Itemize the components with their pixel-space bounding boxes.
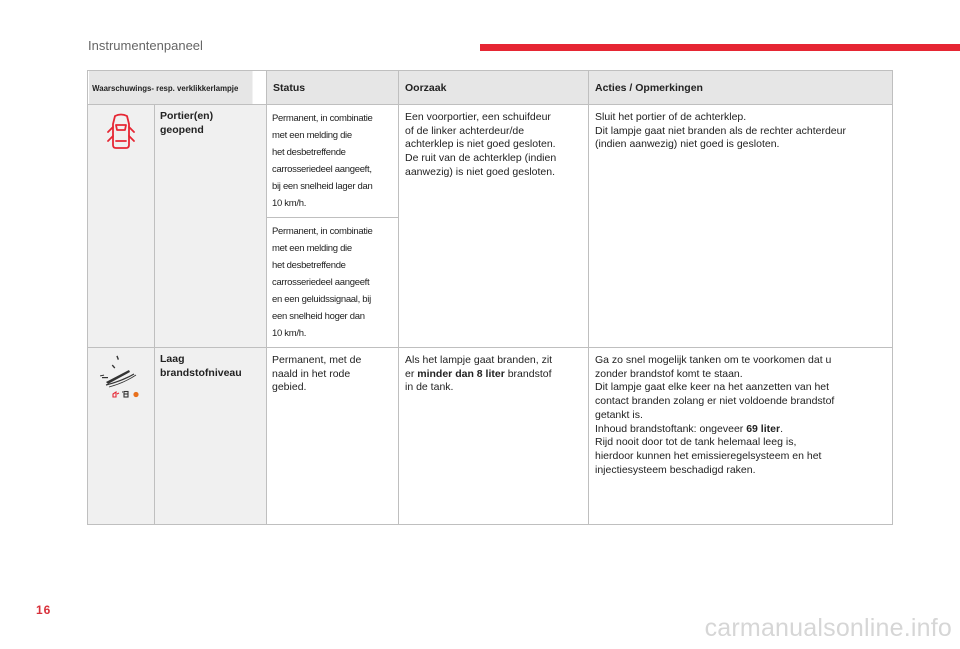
action-text: hierdoor kunnen het emissieregelsysteem en het [595, 449, 822, 462]
status-text: 10 km/h. [272, 328, 307, 339]
car-open-door-icon [106, 112, 136, 150]
cause-cell [399, 105, 589, 348]
table-row [88, 348, 893, 525]
header-accent-bar [480, 44, 960, 51]
action-text: contact branden zolang er niet voldoende brandstof [595, 395, 835, 408]
status-text: naald in het rode [272, 367, 351, 380]
status-text: carrosseriedeel aangeeft [272, 277, 370, 288]
action-text: Ga zo snel mogelijk tanken om te voorkomen dat u [595, 354, 832, 366]
status-text: en een geluidssignaal, bij [272, 294, 371, 305]
lamp-icon-cell [88, 348, 155, 525]
lamp-label: geopend [160, 123, 204, 136]
section-title: Instrumentenpaneel [88, 38, 203, 53]
status-text: Permanent, met de [272, 354, 362, 366]
fuel-gauge-icon [96, 353, 146, 401]
cause-text: achterklep is niet goed gesloten. [405, 138, 556, 151]
status-text: het desbetreffende [272, 260, 346, 271]
status-text: met een melding die [272, 130, 352, 141]
status-text: carrosseriedeel aangeeft, [272, 164, 372, 175]
actions-cell [589, 105, 893, 348]
cause-text [405, 368, 582, 382]
status-cell [267, 348, 399, 525]
header-status: Status [267, 71, 399, 105]
lamp-label: Laag [160, 353, 185, 365]
action-text: Dit lampje gaat elke keer na het aanzetten van het [595, 381, 830, 394]
action-text: Rijd nooit door tot de tank helemaal leeg is, [595, 436, 797, 449]
table-row [88, 105, 893, 218]
warning-lamps-table [87, 70, 893, 525]
cause-text: Een voorportier, een schuifdeur [405, 111, 551, 123]
action-text: getankt is. [595, 408, 643, 421]
action-text: (indien aanwezig) niet goed is gesloten. [595, 138, 780, 151]
action-text-part: Inhoud brandstoftank: ongeveer [595, 422, 744, 435]
actions-cell [589, 348, 893, 525]
header-cause: Oorzaak [399, 71, 589, 105]
action-text: Dit lampje gaat niet branden als de rechter achterdeur [595, 124, 846, 137]
fuel-threshold: minder dan 8 liter [417, 367, 505, 380]
status-text: het desbetreffende [272, 147, 346, 158]
status-text: bij een snelheid lager dan [272, 181, 373, 192]
header-actions: Acties / Opmerkingen [589, 71, 893, 105]
action-text-part: . [780, 422, 783, 435]
status-text: een snelheid hoger dan [272, 311, 365, 322]
header-lamp: Waarschuwings- resp. verklikkerlampje [88, 71, 253, 105]
cause-text: Als het lampje gaat branden, zit [405, 354, 553, 366]
status-text: gebied. [272, 381, 307, 394]
lamp-label-cell [155, 105, 267, 348]
lamp-label: brandstofniveau [160, 366, 242, 379]
status-text: met een melding die [272, 243, 352, 254]
status-text: 10 km/h. [272, 198, 307, 209]
cause-text: of de linker achterdeur/de [405, 124, 525, 137]
table-header-row [88, 71, 893, 105]
status-text: Permanent, in combinatie [272, 226, 373, 237]
tank-capacity: 69 liter [746, 422, 781, 435]
action-text: injectiesysteem beschadigd raken. [595, 463, 756, 476]
status-text: Permanent, in combinatie [272, 113, 373, 124]
cause-cell [399, 348, 589, 525]
action-text: zonder brandstof komt te staan. [595, 367, 743, 380]
lamp-label-cell [155, 348, 267, 525]
status-cell [267, 218, 399, 348]
action-text [595, 423, 886, 437]
cause-text: in de tank. [405, 381, 454, 394]
cause-text: aanwezig) is niet goed gesloten. [405, 165, 556, 178]
cause-text: De ruit van de achterklep (indien [405, 152, 557, 165]
action-text: Sluit het portier of de achterklep. [595, 111, 747, 123]
cause-text-part: er [405, 367, 415, 380]
lamp-label: Portier(en) [160, 110, 214, 122]
lamp-icon-cell [88, 105, 155, 348]
page-number: 16 [36, 603, 52, 617]
watermark: carmanualsonline.info [704, 614, 952, 642]
status-cell [267, 105, 399, 218]
cause-text-part: brandstof [507, 367, 552, 380]
